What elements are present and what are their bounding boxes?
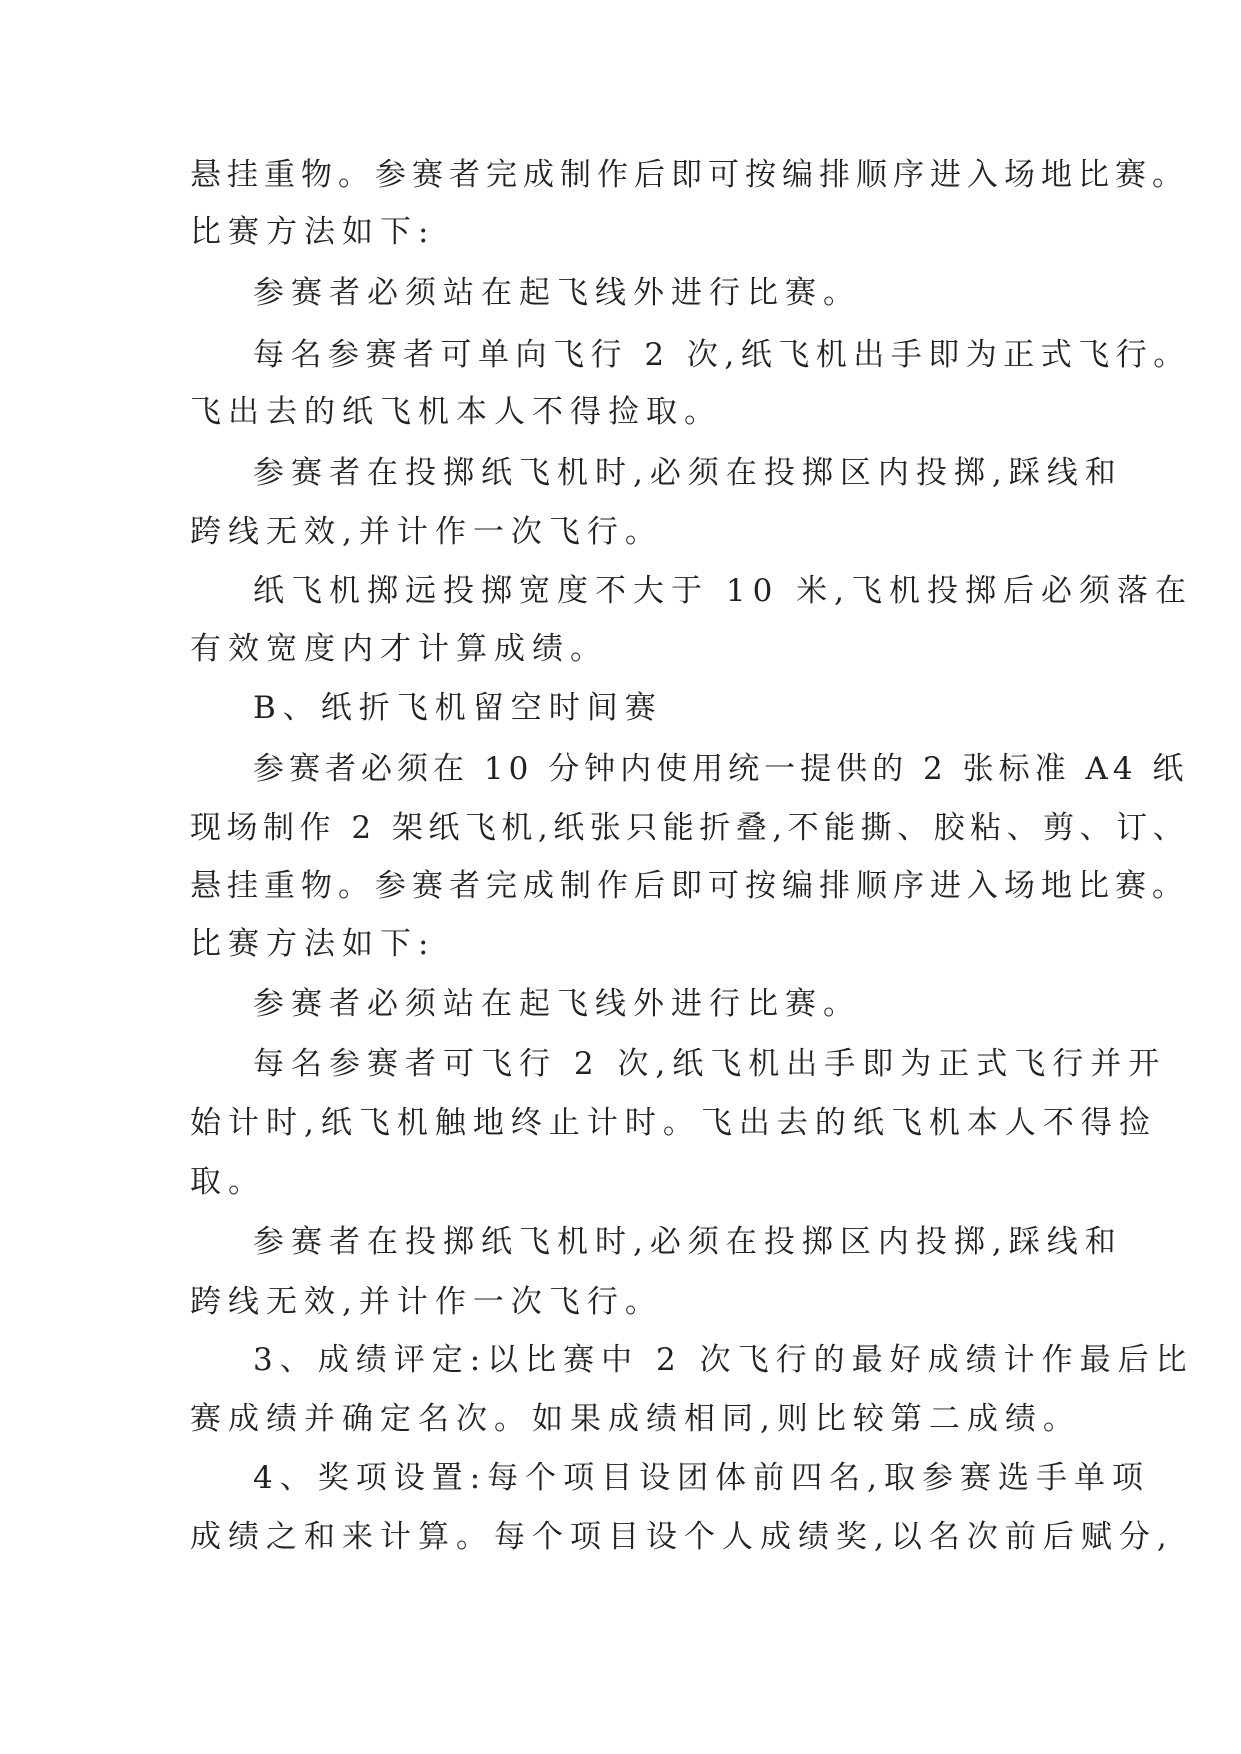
text-line: 参赛者必须站在起飞线外进行比赛。: [253, 275, 861, 311]
text-line: 3、成绩评定:以比赛中 2 次飞行的最好成绩计作最后比: [253, 1342, 1194, 1378]
text-line: 4、奖项设置:每个项目设团体前四名,取参赛选手单项: [253, 1460, 1151, 1496]
text-line: 悬挂重物。参赛者完成制作后即可按编排顺序进入场地比赛。: [190, 868, 1189, 904]
text-line: 比赛方法如下:: [190, 926, 436, 962]
text-line: 参赛者在投掷纸飞机时,必须在投掷区内投掷,踩线和: [253, 455, 1123, 491]
text-line: 参赛者必须站在起飞线外进行比赛。: [253, 986, 861, 1022]
text-line: 参赛者必须在 10 分钟内使用统一提供的 2 张标准 A4 纸: [253, 751, 1189, 787]
text-line: 始计时,纸飞机触地终止计时。飞出去的纸飞机本人不得捡: [190, 1105, 1157, 1141]
text-line: 跨线无效,并计作一次飞行。: [190, 514, 663, 550]
text-line: 现场制作 2 架纸飞机,纸张只能折叠,不能撕、胶粘、剪、订、: [190, 810, 1190, 846]
text-line: 每名参赛者可飞行 2 次,纸飞机出手即为正式飞行并开: [253, 1046, 1167, 1082]
text-line: 跨线无效,并计作一次飞行。: [190, 1284, 663, 1320]
text-line: 纸飞机掷远投掷宽度不大于 10 米,飞机投掷后必须落在: [253, 573, 1194, 609]
text-line: 悬挂重物。参赛者完成制作后即可按编排顺序进入场地比赛。: [190, 157, 1189, 193]
text-line: 参赛者在投掷纸飞机时,必须在投掷区内投掷,踩线和: [253, 1224, 1123, 1260]
text-line: 赛成绩并确定名次。如果成绩相同,则比较第二成绩。: [190, 1401, 1081, 1437]
text-line: 成绩之和来计算。每个项目设个人成绩奖,以名次前后赋分,: [190, 1519, 1174, 1555]
text-line: 有效宽度内才计算成绩。: [190, 631, 608, 667]
text-line: 飞出去的纸飞机本人不得捡取。: [190, 394, 722, 430]
text-line: 每名参赛者可单向飞行 2 次,纸飞机出手即为正式飞行。: [253, 337, 1191, 373]
text-line: 取。: [190, 1164, 266, 1200]
section-heading: B、纸折飞机留空时间赛: [253, 690, 663, 726]
text-line: 比赛方法如下:: [190, 214, 436, 250]
